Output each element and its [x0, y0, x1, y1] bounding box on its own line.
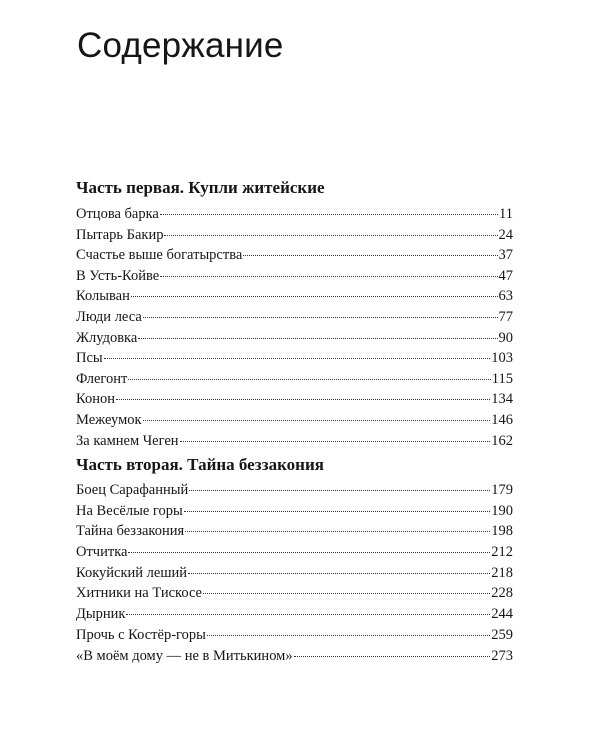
toc-entry	[76, 625, 513, 646]
toc-entry-title: Тайна беззакония	[76, 523, 185, 540]
dot-leader	[126, 614, 490, 615]
toc-entry	[76, 542, 513, 563]
toc-list	[76, 480, 513, 666]
toc-entry-page: 244	[491, 606, 513, 623]
toc-entry	[76, 307, 513, 328]
toc-entry-page: 198	[491, 523, 513, 540]
toc-entry-page: 77	[498, 308, 513, 325]
toc-entry	[76, 225, 513, 246]
dot-leader	[131, 296, 498, 297]
dot-leader	[207, 635, 490, 636]
dot-leader	[104, 358, 491, 359]
toc-entry	[76, 328, 513, 349]
dot-leader	[128, 379, 490, 380]
toc-entry-page: 162	[491, 432, 513, 449]
toc-entry	[76, 369, 513, 390]
toc-entry-page: 273	[491, 647, 513, 664]
toc-entry-page: 228	[491, 585, 513, 602]
page-title: Содержание	[77, 26, 284, 65]
toc-entry	[76, 204, 513, 225]
dot-leader	[164, 235, 497, 236]
toc-entry-page: 90	[498, 329, 513, 346]
dot-leader	[128, 552, 490, 553]
dot-leader	[143, 317, 498, 318]
toc-entry	[76, 431, 513, 452]
toc-entry-title: Прочь с Костёр-горы	[76, 626, 206, 643]
toc-entry-title: Конон	[76, 391, 115, 408]
toc-entry-title: Отцова барка	[76, 206, 159, 222]
toc-entry-page: 37	[498, 247, 513, 264]
toc-entry-page: 146	[491, 411, 513, 428]
toc-entry	[76, 348, 513, 369]
toc-entry	[76, 501, 513, 522]
dot-leader	[143, 420, 491, 421]
toc-entry-title: Дырник	[76, 606, 126, 623]
toc-entry	[76, 521, 513, 542]
toc-entry	[76, 389, 513, 410]
toc-entry-page: 24	[498, 226, 513, 243]
toc-entry-page: 134	[491, 391, 513, 408]
dot-leader	[185, 531, 490, 532]
dot-leader	[294, 656, 491, 657]
toc-entry-page: 218	[491, 564, 513, 581]
toc-entry-page: 212	[491, 544, 513, 561]
toc-entry	[76, 245, 513, 266]
toc-entry-title: За камнем Чеген	[76, 432, 179, 449]
part-heading: Часть первая. Купли житейские	[76, 178, 325, 197]
dot-leader	[180, 441, 491, 442]
toc-entry	[76, 286, 513, 307]
toc-entry-title: Межеумок	[76, 411, 142, 428]
toc-entry-title: Колыван	[76, 288, 130, 305]
dot-leader	[188, 573, 490, 574]
toc-entry	[76, 646, 513, 667]
toc-entry-page: 11	[499, 206, 513, 222]
dot-leader	[160, 276, 497, 277]
toc-entry	[76, 583, 513, 604]
toc-entry	[76, 604, 513, 625]
toc-entry-title: «В моём дому — не в Митькином»	[76, 647, 293, 664]
toc-entry	[76, 563, 513, 584]
toc-entry-page: 47	[498, 267, 513, 284]
dot-leader	[243, 255, 497, 256]
toc-list	[76, 204, 513, 451]
toc-entry	[76, 410, 513, 431]
toc-entry-title: Флегонт	[76, 370, 128, 387]
toc-entry-title: В Усть-Койве	[76, 267, 160, 284]
dot-leader	[189, 490, 490, 491]
toc-entry-title: Кокуйский леший	[76, 564, 188, 581]
toc-entry-title: На Весёлые горы	[76, 502, 183, 519]
part-section	[76, 450, 513, 666]
toc-entry-title: Пытарь Бакир	[76, 226, 164, 243]
toc-entry-page: 103	[491, 350, 513, 367]
toc-entry	[76, 480, 513, 501]
toc-entry-page: 179	[491, 482, 513, 498]
dot-leader	[184, 511, 491, 512]
dot-leader	[203, 593, 490, 594]
dot-leader	[160, 214, 498, 215]
toc-entry	[76, 266, 513, 287]
part-heading: Часть вторая. Тайна беззакония	[76, 455, 324, 474]
toc-entry-title: Отчитка	[76, 544, 128, 561]
toc-entry-title: Жлудовка	[76, 329, 138, 346]
toc-entry-page: 63	[498, 288, 513, 305]
toc-entry-page: 190	[491, 502, 513, 519]
toc-entry-page: 115	[491, 370, 513, 387]
toc-entry-title: Счастье выше богатырства	[76, 247, 243, 264]
dot-leader	[116, 399, 490, 400]
toc-entry-title: Боец Сарафанный	[76, 482, 189, 498]
part-section	[76, 172, 513, 451]
toc-entry-page: 259	[491, 626, 513, 643]
dot-leader	[138, 338, 497, 339]
toc-entry-title: Хитники на Тискосе	[76, 585, 202, 602]
toc-entry-title: Люди леса	[76, 308, 142, 325]
toc-entry-title: Псы	[76, 350, 103, 367]
